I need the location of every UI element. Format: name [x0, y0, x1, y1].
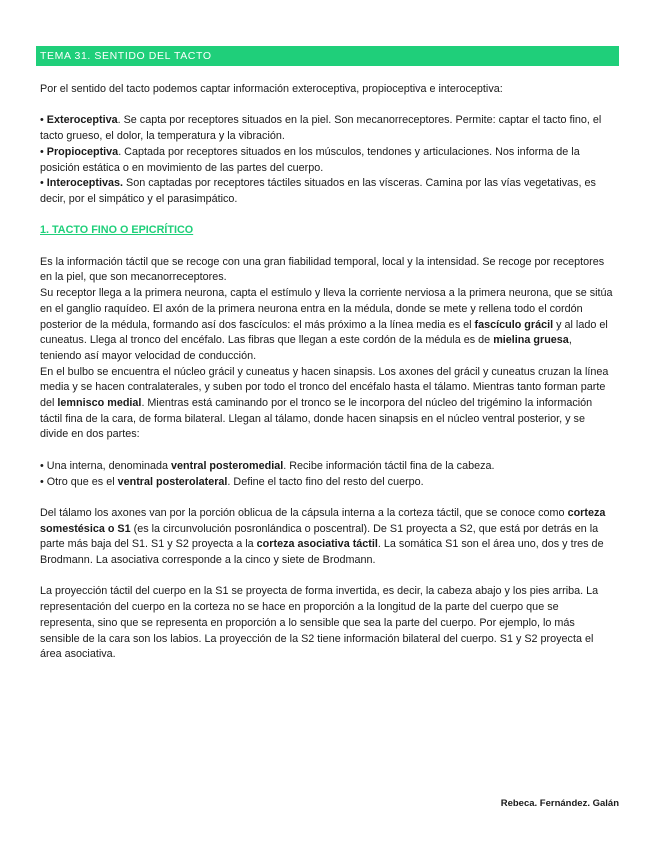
topic-banner: TEMA 31. SENTIDO DEL TACTO — [36, 46, 619, 66]
paragraph-bulb: En el bulbo se encuentra el núcleo grácil y cuneatus y hacen sinapsis. Los axones del grácil y cuneatus cruzan la línea media y se hacen contralaterales, y suben por todo el tronco del encéfalo hasta el tálamo. Mientras tanto forman parte del lemnisco medial. Mientras está caminando por el tronco se le incorpora del núcleo del trigémino la información táctil fina de la cara, de forma bilateral. Llegan al tálamo, donde hacen sinapsis en el núcleo ventral posterior, y se divide en dos partes: — [40, 365, 609, 441]
document-body — [40, 82, 615, 663]
section-heading: 1. TACTO FINO O EPICRÍTICO — [40, 224, 194, 237]
paragraph-projection: La proyección táctil del cuerpo en la S1 se proyecta de forma invertida, es decir, la cabeza abajo y los pies arriba. La representación del cuerpo en la corteza no se hace en proporción a la longitud de la parte del cuerpo que se representa, sino que se representa en proporción a lo sensible que sea la parte del cuerpo. Por ejemplo, lo más sensible de la cara son los labios. La proyección de la S2 tiene información bilateral del cuerpo. S1 y S2 proyecta el área asociativa. — [40, 585, 599, 661]
list-item: • Otro que es el ventral posterolateral. Define el tacto fino del resto del cuerpo. — [40, 475, 424, 488]
type-proprioceptive: • Propioceptiva. Captada por receptores situados en los músculos, tendones y articulaciones. Nos informa de la posición estática o en movimiento de las partes del cuerpo. — [40, 145, 580, 174]
paragraph-pathway: Su receptor llega a la primera neurona, capta el estímulo y lleva la corriente nerviosa a la primera neurona, que se sitúa en el ganglio raquídeo. El axón de la primera neurona entra en la médula, donde se mete y rellena todo el cordón posterior de la médula, formando así dos fascículos: el más próximo a la línea media es el fascículo grácil y al lado el cuneatus. Llega al tronco del encéfalo. Las fibras que llegan a este cordón de la médula es de mielina gruesa, teniendo así mayor velocidad de conducción. — [40, 287, 613, 362]
paragraph-definition: Es la información táctil que se recoge con una gran fiabilidad temporal, local y la intensidad. Se recoge por receptores en la piel, que son mecanorreceptores. — [40, 255, 605, 284]
list-item: • Una interna, denominada ventral posteromedial. Recibe información táctil fina de la cabeza. — [40, 459, 495, 472]
intro-paragraph: Por el sentido del tacto podemos captar información exteroceptiva, propioceptiva e interoceptiva: — [40, 83, 503, 95]
type-exteroceptive: • Exteroceptiva. Se capta por receptores situados en la piel. Son mecanorreceptores. Permite: captar el tacto fino, el tacto grueso, el dolor, la temperatura y la vibración. — [40, 114, 602, 143]
author-footer: Rebeca. Fernández. Galán — [500, 798, 619, 809]
paragraph-thalamus: Del tálamo los axones van por la porción oblicua de la cápsula interna a la corteza táctil, que se conoce como corteza somestésica o S1 (es la circunvolución posronlándica o poscentral). De S1 proyecta a S2, que está por detrás en la parte más baja del S1. S1 y S2 proyecta a la corteza asociativa táctil. La somática S1 son el área uno, dos y tres de Brodmann. La asociativa corresponde a la cinco y siete de Brodmann. — [40, 506, 606, 567]
type-interoceptive: • Interoceptivas. Son captadas por receptores táctiles situados en las vísceras. Camina por las vías vegetativas, es decir, por el simpático y el parasimpático. — [40, 177, 596, 205]
